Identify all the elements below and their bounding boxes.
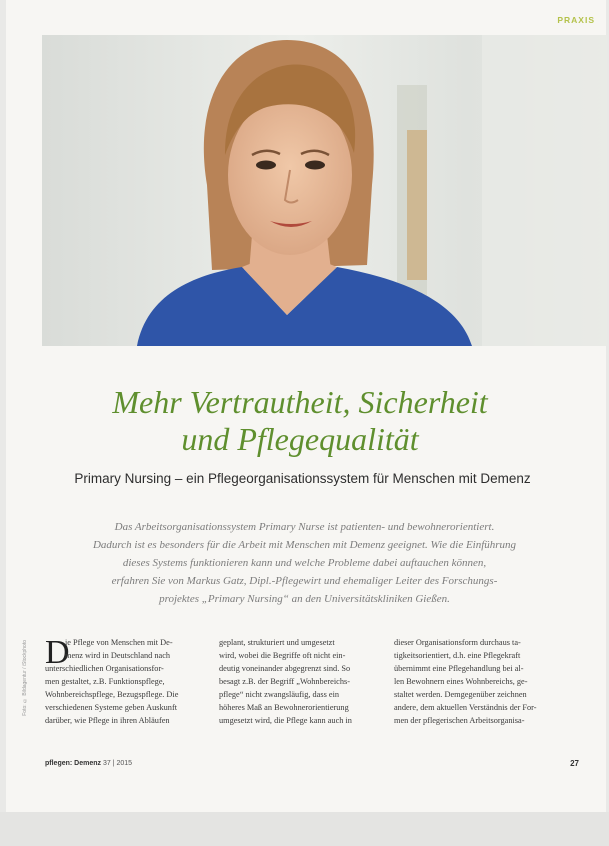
body-column-3 [394,636,558,727]
body-line: len Bewohnern eines Wohnbereichs, ge- [394,677,528,686]
portrait-photo [42,35,607,346]
body-line: höheres Maß an Bewohnerorientierung [219,703,349,712]
intro-line: dieses Systems funktionieren kann und welche Probleme dabei auftauchen können, [122,557,487,569]
body-line: umgesetzt wird, die Pflege kann auch in [219,716,352,725]
article-title-line-1: Mehr Vertrautheit, Sicherheit [112,384,488,420]
body-line: dieser Organisationsform durchaus ta- [394,638,521,647]
body-line: menz wird in Deutschland nach [65,651,171,660]
body-line: verschiedenen Systeme geben Auskunft [45,703,178,712]
scan-margin [0,812,609,846]
body-column-1 [45,636,209,727]
body-line: staltet werden. Demgegenüber zeichnen [394,690,527,699]
body-line: pflege“ nicht zwangsläufig, dass ein [219,690,340,699]
footer-publication [45,760,132,767]
photo-credit: Foto: © Bildagentur / iStockphoto [22,640,28,716]
body-line: ie Pflege von Menschen mit De- [65,638,173,647]
article-subtitle: Primary Nursing – ein Pflegeorganisationssystem für Menschen mit Demenz [74,471,531,486]
body-line: geplant, strukturiert und umgesetzt [219,638,335,647]
body-line: darüber, wie Pflege in ihren Abläufen [45,716,170,725]
body-line: übernimmt eine Pflegehandlung bei al- [394,664,524,673]
body-line: besagt z.B. der Begriff „Wohnbereichs- [219,677,350,686]
page-number: 27 [570,759,579,768]
body-line: Wohnbereichspflege, Bezugspflege. Die [45,690,179,699]
intro-line: erfahren Sie von Markus Gatz, Dipl.-Pflegewirt und ehemaliger Leiter des Forschungs- [111,575,498,587]
issue-number: 37 | 2015 [102,760,133,767]
body-line: tigkeitsorientiert, d.h. eine Pflegekraft [394,651,521,660]
section-label: PRAXIS [557,15,595,25]
body-line: deutig voneinander abgegrenzt sind. So [219,664,351,673]
intro-line: Dadurch ist es besonders für die Arbeit mit Menschen mit Demenz geeignet. Wie die Einführung [92,539,517,551]
publication-name: pflegen: Demenz [45,760,102,767]
body-line: unterschiedlichen Organisationsfor- [45,664,164,673]
drop-cap: D [45,634,70,671]
body-line: wird, wobei die Begriffe oft nicht ein- [219,651,346,660]
body-column-2 [219,636,383,727]
article-title-line-2: und Pflegequalität [181,421,419,457]
body-line: men gestaltet, z.B. Funktionspflege, [45,677,165,686]
intro-line: Das Arbeitsorganisationssystem Primary Nurse ist patienten- und bewohnerorientiert. [114,521,495,533]
body-line: andere, dem aktuellen Verständnis der For- [394,703,537,712]
article-title [30,384,570,458]
article-intro [52,518,557,608]
body-line: men der pflegerischen Arbeitsorganisa- [394,716,525,725]
portrait-illustration [42,35,607,346]
intro-line: projektes „Primary Nursing“ an den Universitätskliniken Gießen. [159,593,450,605]
